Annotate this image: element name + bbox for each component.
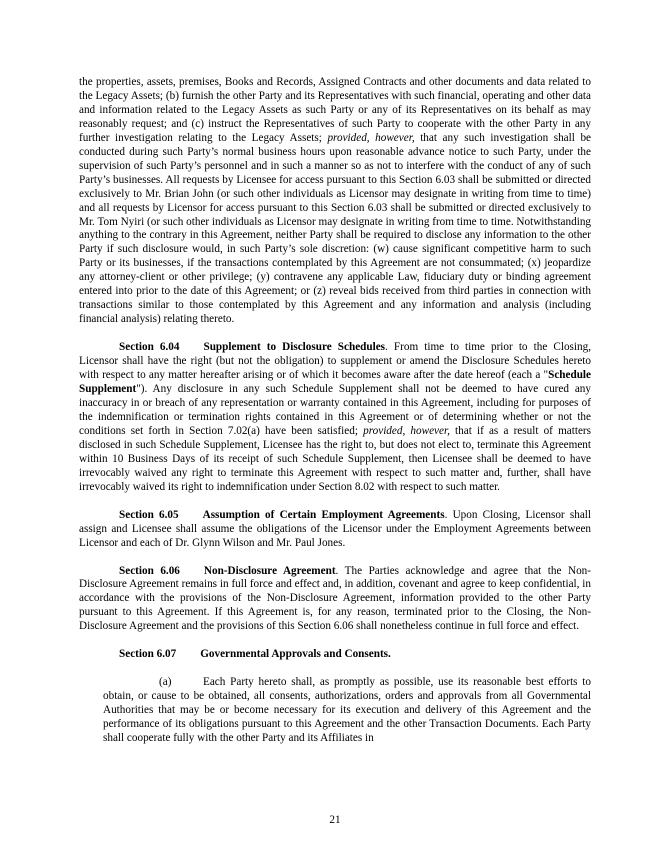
section-6-05: [79, 509, 591, 551]
section-number: Section 6.07: [119, 648, 177, 661]
section-6-04: [79, 341, 591, 494]
text-run: Each Party hereto shall, as promptly as possible, use its reasonable best efforts to obtain, or cause to be obtained, all consents, authorizations, orders and approvals from all Governmental Authorities that may be or become necessary for its execution and delivery of this Agreement and the performance of its obligations pursuant to this Agreement and the other Transaction Documents. Each Party shall cooperate fully with the other Party and its Affiliates in: [103, 676, 591, 745]
text-run: that if as a result of matters disclosed in such Schedule Supplement, Licensee has the right to, but does not elect to, terminate this Agreement within 10 Business Days of its receipt of such Schedule Supplement, then Licensee shall be deemed to have irrevocably waived any right to terminate this Agreement with respect to such matter and, further, shall have irrevocably waived its right to indemnification under Section 8.02 with respect to such matter.: [79, 424, 591, 493]
paragraph-6-03-continued: [79, 76, 591, 327]
text-run: . The Parties acknowledge and agree that the Non-Disclosure Agreement remains in full force and effect and, in addition, covenant and agree to keep confidential, in accordance with the provisions of the Non-Disclosure Agreement, information provided to the other Party pursuant to this Agreement. If this Agreement is, for any reason, terminated prior to the Closing, the Non-Disclosure Agreement and the provisions of this Section 6.06 shall nonetheless continue in full force and effect.: [79, 564, 591, 633]
text-run: that any such investigation shall be conducted during such Party’s normal business hours upon reasonable advance notice to such Party, under the supervision of such Party’s personnel and in such a manner so as not to interfere with the conduct of any of such Party’s businesses. All requests by Licensee for access pursuant to this Section 6.03 shall be submitted or directed exclusively to Mr. Brian John (or such other individuals as Licensor may designate in writing from time to time) and all requests by Licensor for access pursuant to this Section 6.03 shall be submitted or directed exclusively to Mr. Tom Nyiri (or such other individuals as Licensor may designate in writing from time to time. Notwithstanding anything to the contrary in this Agreement, neither Party shall be required to disclose any information to the other Party if such disclosure would, in such Party’s sole discretion: (w) cause significant competitive harm to such Party or its businesses, if the transactions contemplated by this Agreement are not consummated; (x) jeopardize any attorney-client or other privilege; (y) contravene any applicable Law, fiduciary duty or binding agreement entered into prior to the date of this Agreement; or (z) reveal bids received from third parties in connection with transactions similar to those contemplated by this Agreement and any information and analysis (including financial analysis) relating thereto.: [79, 131, 592, 326]
section-6-06: [79, 565, 591, 635]
section-number: Section 6.04: [119, 341, 180, 354]
page-body: [79, 76, 591, 760]
text-run: "). Any disclosure in any such Schedule Supplement shall not be deemed to have cured any inaccuracy in or breach of any representation or warranty contained in this Agreement, including for purposes of the indemnification or termination rights contained in this Agreement or of determining whether or not the conditions set forth in Section 7.02(a) have been satisfied;: [79, 383, 591, 437]
section-title: Governmental Approvals and Consents.: [200, 648, 391, 661]
page-number: 21: [329, 814, 341, 826]
section-number: Section 6.06: [119, 564, 180, 577]
subsection-label: (a): [159, 676, 172, 689]
section-number: Section 6.05: [119, 508, 179, 521]
section-title: Assumption of Certain Employment Agreements: [202, 508, 445, 521]
text-run: the properties, assets, premises, Books and Records, Assigned Contracts and other documents and data related to the Legacy Assets; (b) furnish the other Party and its Representatives with such financial, operating and other data and information related to the Legacy Assets as such Party or any of its Representatives on its behalf as may reasonably request; and (c) instruct the Representatives of such Party to cooperate with the other Party in any further investigation relating to the Legacy Assets;: [79, 76, 591, 144]
section-6-07-heading: [79, 648, 591, 662]
proviso-italic: provided, however,: [363, 424, 450, 437]
section-title: Supplement to Disclosure Schedules: [203, 341, 386, 354]
section-6-07-a: [79, 676, 591, 746]
text-run: . Upon Closing, Licensor shall assign and Licensee shall assume the obligations of the Licensor under the Employment Agreements between Licensor and each of Dr. Glynn Wilson and Mr. Paul Jones.: [79, 508, 591, 549]
proviso-italic: provided, however,: [327, 131, 415, 144]
defined-term: Schedule Supplement: [79, 369, 591, 396]
text-run: . From time to time prior to the Closing, Licensor shall have the right (but not the obligation) to supplement or amend the Disclosure Schedules hereto with respect to any matter hereafter arising or of which it becomes aware after the date hereof (each a ": [79, 341, 591, 382]
section-title: Non-Disclosure Agreement: [203, 564, 336, 577]
